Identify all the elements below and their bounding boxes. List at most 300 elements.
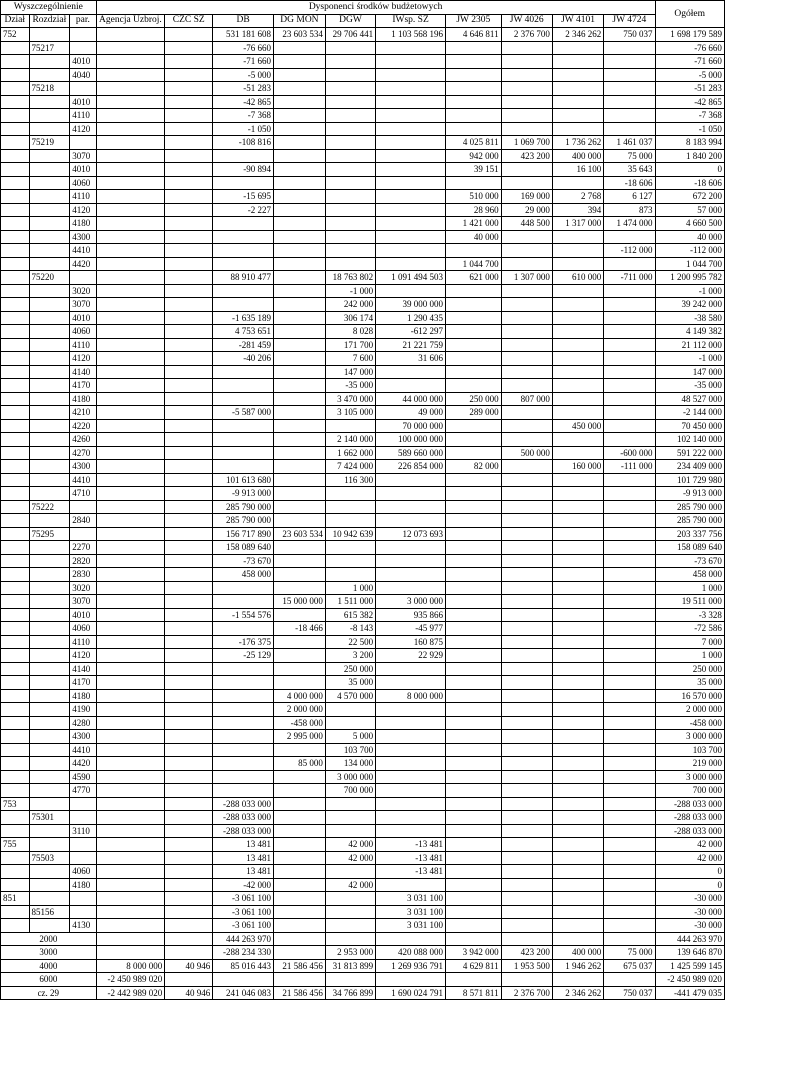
value-cell (552, 68, 603, 82)
value-cell (165, 28, 213, 42)
value-cell (96, 716, 165, 730)
value-cell: 3 105 000 (325, 406, 375, 420)
value-cell: 285 790 000 (213, 500, 274, 514)
value-cell (273, 460, 325, 474)
value-cell (501, 824, 552, 838)
value-cell: 1 290 435 (376, 311, 446, 325)
value-cell (501, 284, 552, 298)
value-cell (376, 878, 446, 892)
value-cell (501, 473, 552, 487)
table-row (1, 811, 787, 825)
value-cell: -3 061 100 (213, 919, 274, 933)
value-cell: 18 763 802 (325, 271, 375, 285)
value-cell (604, 757, 655, 771)
summary-value-cell: 2 346 262 (552, 986, 603, 1000)
value-cell (445, 473, 501, 487)
value-cell (96, 365, 165, 379)
value-cell: 7 424 000 (325, 460, 375, 474)
value-cell (96, 257, 165, 271)
value-cell: 1 000 (325, 581, 375, 595)
summary-value-cell: 675 037 (604, 959, 655, 973)
value-cell: 21 221 759 (376, 338, 446, 352)
value-cell (165, 811, 213, 825)
summary-value-cell (325, 932, 375, 946)
dzial-cell (1, 811, 30, 825)
rozdzial-cell (29, 460, 70, 474)
value-cell: 15 000 000 (273, 595, 325, 609)
dzial-cell (1, 716, 30, 730)
value-cell: -42 000 (213, 878, 274, 892)
value-cell (552, 541, 603, 555)
value-cell (165, 838, 213, 852)
value-cell (213, 784, 274, 798)
dzial-cell (1, 824, 30, 838)
value-cell (213, 730, 274, 744)
total-cell: 70 450 000 (655, 419, 724, 433)
value-cell: 285 790 000 (213, 514, 274, 528)
value-cell (376, 284, 446, 298)
par-cell: 4770 (70, 784, 96, 798)
value-cell (501, 892, 552, 906)
par-cell: 4110 (70, 190, 96, 204)
dzial-cell (1, 244, 30, 258)
value-cell (376, 514, 446, 528)
rozdzial-cell (29, 352, 70, 366)
total-cell: -18 606 (655, 176, 724, 190)
value-cell (501, 784, 552, 798)
value-cell (165, 676, 213, 690)
value-cell (501, 325, 552, 339)
value-cell (96, 635, 165, 649)
value-cell: 31 606 (376, 352, 446, 366)
value-cell (552, 824, 603, 838)
value-cell (552, 770, 603, 784)
value-cell (213, 460, 274, 474)
value-cell (165, 770, 213, 784)
value-cell (96, 649, 165, 663)
total-cell: -71 660 (655, 55, 724, 69)
summary-value-cell: 31 813 899 (325, 959, 375, 973)
value-cell (325, 95, 375, 109)
value-cell (165, 176, 213, 190)
rozdzial-cell: 75217 (29, 41, 70, 55)
value-cell (273, 136, 325, 150)
par-cell: 4260 (70, 433, 96, 447)
value-cell (604, 838, 655, 852)
table-row (1, 460, 787, 474)
rozdzial-cell (29, 784, 70, 798)
value-cell: 160 000 (552, 460, 603, 474)
value-cell (501, 905, 552, 919)
value-cell (604, 55, 655, 69)
total-cell: 0 (655, 865, 724, 879)
rozdzial-cell (29, 473, 70, 487)
table-row (1, 919, 787, 933)
value-cell: 1 461 037 (604, 136, 655, 150)
value-cell (552, 865, 603, 879)
value-cell: 3 031 100 (376, 892, 446, 906)
total-cell: 35 000 (655, 676, 724, 690)
value-cell: 1 421 000 (445, 217, 501, 231)
value-cell (273, 838, 325, 852)
value-cell: 10 942 639 (325, 527, 375, 541)
value-cell (213, 365, 274, 379)
par-cell: 4180 (70, 689, 96, 703)
table-row (1, 311, 787, 325)
value-cell: 1 069 700 (501, 136, 552, 150)
rozdzial-cell (29, 635, 70, 649)
par-cell: 4130 (70, 919, 96, 933)
value-cell: 589 660 000 (376, 446, 446, 460)
value-cell: -1 554 576 (213, 608, 274, 622)
value-cell: -176 375 (213, 635, 274, 649)
value-cell (376, 217, 446, 231)
value-cell (445, 662, 501, 676)
value-cell (604, 892, 655, 906)
value-cell (445, 595, 501, 609)
value-cell (552, 230, 603, 244)
value-cell (96, 784, 165, 798)
total-cell: 40 000 (655, 230, 724, 244)
value-cell (325, 68, 375, 82)
value-cell (376, 365, 446, 379)
value-cell (325, 824, 375, 838)
column-header: DG MON (273, 14, 325, 28)
value-cell (165, 689, 213, 703)
value-cell (325, 554, 375, 568)
value-cell (501, 581, 552, 595)
value-cell (273, 311, 325, 325)
value-cell: 250 000 (325, 662, 375, 676)
value-cell: -76 660 (213, 41, 274, 55)
rozdzial-cell (29, 244, 70, 258)
total-cell: 57 000 (655, 203, 724, 217)
value-cell (165, 824, 213, 838)
value-cell: 394 (552, 203, 603, 217)
dzial-cell: 755 (1, 838, 30, 852)
table-row (1, 271, 787, 285)
value-cell: 39 000 000 (376, 298, 446, 312)
summary-value-cell: 3 942 000 (445, 946, 501, 960)
value-cell (445, 284, 501, 298)
value-cell (552, 622, 603, 636)
dzial-cell (1, 271, 30, 285)
rozdzial-cell (29, 311, 70, 325)
total-cell: -288 033 000 (655, 811, 724, 825)
value-cell (501, 541, 552, 555)
value-cell (376, 163, 446, 177)
summary-value-cell: 420 088 000 (376, 946, 446, 960)
value-cell (604, 595, 655, 609)
summary-row (1, 946, 787, 960)
table-row (1, 352, 787, 366)
value-cell (604, 554, 655, 568)
total-cell: -5 000 (655, 68, 724, 82)
value-cell (273, 905, 325, 919)
value-cell: 101 613 680 (213, 473, 274, 487)
value-cell: -9 913 000 (213, 487, 274, 501)
par-cell: 3070 (70, 149, 96, 163)
value-cell (552, 176, 603, 190)
value-cell: 4 570 000 (325, 689, 375, 703)
summary-value-cell (165, 946, 213, 960)
value-cell: -40 206 (213, 352, 274, 366)
rozdzial-cell: 75503 (29, 851, 70, 865)
value-cell (273, 865, 325, 879)
value-cell (501, 244, 552, 258)
value-cell (273, 635, 325, 649)
value-cell (552, 892, 603, 906)
value-cell: 147 000 (325, 365, 375, 379)
value-cell: -108 816 (213, 136, 274, 150)
value-cell (552, 338, 603, 352)
value-cell (604, 730, 655, 744)
value-cell (445, 581, 501, 595)
value-cell: 2 140 000 (325, 433, 375, 447)
value-cell (552, 298, 603, 312)
value-cell (165, 338, 213, 352)
value-cell (325, 500, 375, 514)
summary-value-cell (376, 932, 446, 946)
value-cell: 2 376 700 (501, 28, 552, 42)
value-cell (213, 676, 274, 690)
value-cell: 621 000 (445, 271, 501, 285)
dzial-cell (1, 527, 30, 541)
value-cell (604, 487, 655, 501)
value-cell (552, 257, 603, 271)
value-cell (325, 190, 375, 204)
rozdzial-cell (29, 230, 70, 244)
value-cell (96, 581, 165, 595)
value-cell (501, 865, 552, 879)
value-cell: 1 511 000 (325, 595, 375, 609)
par-cell: 4060 (70, 865, 96, 879)
value-cell (604, 325, 655, 339)
rozdzial-cell (29, 865, 70, 879)
total-header: Ogółem (655, 1, 724, 28)
value-cell (501, 770, 552, 784)
dzial-cell (1, 176, 30, 190)
value-cell (552, 514, 603, 528)
table-row (1, 41, 787, 55)
value-cell (376, 136, 446, 150)
value-cell: 289 000 (445, 406, 501, 420)
column-header: DGW (325, 14, 375, 28)
value-cell (445, 824, 501, 838)
summary-value-cell (604, 973, 655, 987)
value-cell (273, 284, 325, 298)
value-cell (273, 608, 325, 622)
value-cell: -281 459 (213, 338, 274, 352)
value-cell (445, 676, 501, 690)
value-cell: 171 700 (325, 338, 375, 352)
value-cell (604, 406, 655, 420)
total-cell: -38 580 (655, 311, 724, 325)
value-cell (501, 487, 552, 501)
total-cell: 158 089 640 (655, 541, 724, 555)
value-cell (376, 676, 446, 690)
par-cell: 3020 (70, 284, 96, 298)
value-cell (445, 338, 501, 352)
value-cell: 3 031 100 (376, 919, 446, 933)
dzial-cell (1, 541, 30, 555)
value-cell (501, 500, 552, 514)
value-cell (213, 419, 274, 433)
value-cell (165, 649, 213, 663)
par-cell (70, 838, 96, 852)
table-row (1, 487, 787, 501)
par-cell (70, 500, 96, 514)
total-cell: -1 000 (655, 352, 724, 366)
dzial-cell (1, 676, 30, 690)
value-cell (96, 95, 165, 109)
dzial-cell (1, 500, 30, 514)
value-cell: 1 662 000 (325, 446, 375, 460)
value-cell (604, 500, 655, 514)
value-cell (96, 473, 165, 487)
value-cell (165, 379, 213, 393)
value-cell (376, 581, 446, 595)
value-cell (165, 905, 213, 919)
value-cell (273, 41, 325, 55)
value-cell (96, 770, 165, 784)
value-cell (552, 365, 603, 379)
value-cell (273, 473, 325, 487)
value-cell: 29 000 (501, 203, 552, 217)
table-row (1, 730, 787, 744)
value-cell (165, 662, 213, 676)
rozdzial-cell: 75219 (29, 136, 70, 150)
value-cell (213, 716, 274, 730)
value-cell (604, 365, 655, 379)
rozdzial-cell (29, 257, 70, 271)
value-cell (501, 716, 552, 730)
summary-value-cell: -2 450 989 020 (96, 973, 165, 987)
value-cell: 1 044 700 (445, 257, 501, 271)
value-cell (604, 770, 655, 784)
value-cell (165, 460, 213, 474)
par-cell: 4120 (70, 122, 96, 136)
value-cell (501, 419, 552, 433)
value-cell: 23 603 534 (273, 28, 325, 42)
total-cell: -30 000 (655, 892, 724, 906)
value-cell: 3 000 000 (325, 770, 375, 784)
value-cell (273, 352, 325, 366)
par-cell (70, 28, 96, 42)
par-cell: 4270 (70, 446, 96, 460)
value-cell (96, 149, 165, 163)
value-cell (96, 824, 165, 838)
rozdzial-cell (29, 68, 70, 82)
value-cell (325, 149, 375, 163)
value-cell (165, 352, 213, 366)
value-cell (501, 851, 552, 865)
value-cell (273, 851, 325, 865)
value-cell (273, 487, 325, 501)
value-cell (376, 190, 446, 204)
value-cell (604, 635, 655, 649)
value-cell (273, 541, 325, 555)
value-cell (325, 82, 375, 96)
value-cell (213, 379, 274, 393)
rozdzial-cell (29, 109, 70, 123)
value-cell (213, 770, 274, 784)
value-cell (501, 68, 552, 82)
value-cell: -5 000 (213, 68, 274, 82)
value-cell (376, 568, 446, 582)
rozdzial-cell (29, 608, 70, 622)
value-cell (96, 122, 165, 136)
value-cell (96, 676, 165, 690)
value-cell (165, 230, 213, 244)
value-cell (273, 824, 325, 838)
table-body (1, 28, 787, 933)
value-cell: 158 089 640 (213, 541, 274, 555)
value-cell: 8 000 000 (376, 689, 446, 703)
column-header: IWsp. SZ (376, 14, 446, 28)
rozdzial-cell (29, 392, 70, 406)
value-cell: 12 073 693 (376, 527, 446, 541)
value-cell: 2 000 000 (273, 703, 325, 717)
value-cell (213, 743, 274, 757)
total-cell: 1 000 (655, 581, 724, 595)
value-cell (325, 811, 375, 825)
value-cell: 1 736 262 (552, 136, 603, 150)
value-cell: 531 181 608 (213, 28, 274, 42)
value-cell (165, 487, 213, 501)
value-cell (165, 568, 213, 582)
value-cell (552, 406, 603, 420)
value-cell (325, 257, 375, 271)
value-cell: 226 854 000 (376, 460, 446, 474)
value-cell: 5 000 (325, 730, 375, 744)
value-cell (501, 662, 552, 676)
value-cell (604, 649, 655, 663)
code-header-par: par. (70, 14, 96, 28)
dzial-cell (1, 689, 30, 703)
value-cell (501, 298, 552, 312)
value-cell (165, 608, 213, 622)
total-cell: -51 283 (655, 82, 724, 96)
value-cell (445, 68, 501, 82)
value-cell (604, 865, 655, 879)
value-cell (445, 851, 501, 865)
value-cell (325, 703, 375, 717)
total-cell: 700 000 (655, 784, 724, 798)
value-cell (604, 257, 655, 271)
table-row (1, 500, 787, 514)
par-cell: 2820 (70, 554, 96, 568)
rozdzial-cell: 85156 (29, 905, 70, 919)
value-cell (96, 527, 165, 541)
value-cell (96, 622, 165, 636)
value-cell (604, 622, 655, 636)
value-cell: -18 466 (273, 622, 325, 636)
dzial-cell: 752 (1, 28, 30, 42)
table-row (1, 55, 787, 69)
value-cell: 807 000 (501, 392, 552, 406)
value-cell (325, 419, 375, 433)
value-cell (96, 878, 165, 892)
rozdzial-cell (29, 622, 70, 636)
value-cell (165, 757, 213, 771)
dzial-cell (1, 662, 30, 676)
value-cell (273, 379, 325, 393)
value-cell: 35 643 (604, 163, 655, 177)
value-cell (165, 136, 213, 150)
value-cell (445, 784, 501, 798)
value-cell: 70 000 000 (376, 419, 446, 433)
